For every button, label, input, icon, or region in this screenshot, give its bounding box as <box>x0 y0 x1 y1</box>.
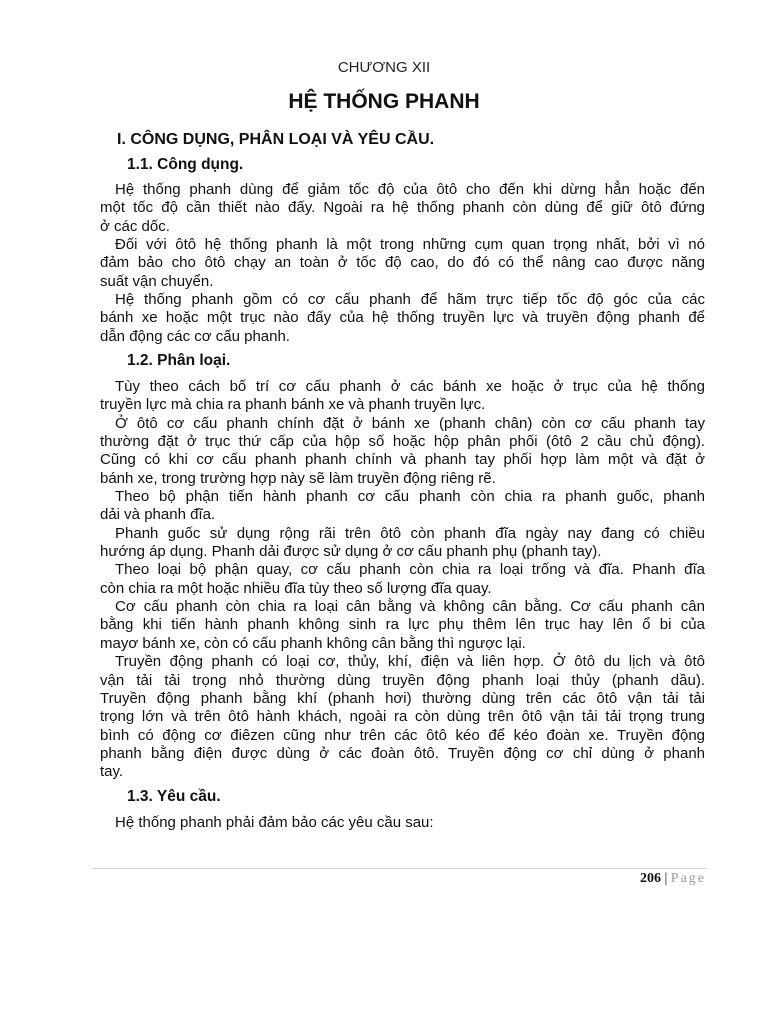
paragraph-line: Hệ thống phanh phải đảm bảo các yêu cầu sau: <box>115 814 434 831</box>
footer-divider <box>92 868 707 869</box>
chapter-label: CHƯƠNG XII <box>337 59 431 76</box>
paragraph-line: bánh xe hoặc một trục nào đấy của hệ thống truyền lực và truyền động phanh để <box>100 309 705 327</box>
paragraph-line: Theo loại bộ phận quay, cơ cấu phanh còn chia ra loại trống và đĩa. Phanh đĩa <box>115 561 705 579</box>
paragraph-line: bánh xe, trong trường hợp này sẽ làm truyền động riêng rẽ. <box>100 469 496 487</box>
paragraph-line: tay. <box>100 763 124 781</box>
paragraph-line: Phanh guốc sử dụng rộng rãi trên ôtô còn phanh đĩa ngày nay đang có chiều <box>115 524 705 542</box>
page-number: 206 <box>639 871 661 886</box>
paragraph-line: truyền lực mà chia ra phanh bánh xe và phanh truyền lực. <box>100 396 486 414</box>
paragraph-line: dải và phanh đĩa. <box>100 506 216 524</box>
subsection-body <box>100 814 705 832</box>
paragraph-line: bằng khi tiến hành phanh không sinh ra lực phụ thêm lên trục hay lên ổ bi của <box>100 616 705 634</box>
paragraph-line: Hệ thống phanh gồm có cơ cấu phanh để hãm trực tiếp tốc độ góc của các <box>115 291 705 309</box>
page-title: HỆ THỐNG PHANH <box>288 90 480 113</box>
footer-separator: | <box>664 871 668 886</box>
subsection-body <box>100 181 705 346</box>
paragraph-line: Truyền động phanh bằng khí (phanh hơi) thường dùng trên các ôtô vận tải tải <box>100 689 705 707</box>
paragraph-line: Hệ thống phanh dùng để giảm tốc độ của ôtô cho đến khi dừng hẳn hoặc đến <box>115 181 705 198</box>
section-heading: I. CÔNG DỤNG, PHÂN LOẠI VÀ YÊU CẦU. <box>117 131 435 148</box>
paragraph-line: ở các dốc. <box>100 217 170 235</box>
paragraph-line: Tùy theo cách bố trí cơ cấu phanh ở các bánh xe hoặc ở trục của hệ thống <box>115 378 705 395</box>
paragraph-line: Cơ cấu phanh còn chia ra loại cân bằng và không cân bằng. Cơ cấu phanh cân <box>115 598 705 616</box>
paragraph-line: suất vận chuyển. <box>100 272 214 290</box>
subsection-heading: 1.1. Công dụng. <box>127 156 244 173</box>
paragraph-line: dẫn động các cơ cấu phanh. <box>100 327 290 345</box>
subsection-heading: 1.2. Phân loại. <box>127 352 231 369</box>
paragraph-line: Ở ôtô cơ cấu phanh chính đặt ở bánh xe (phanh chân) còn cơ cấu phanh tay <box>115 414 705 432</box>
page-label: Page <box>670 871 706 886</box>
paragraph-line: Cũng có khi cơ cấu phanh phanh chính và phanh tay phối hợp làm một và đặt ở <box>100 451 705 469</box>
paragraph-line: vận tải tải trọng nhỏ thường dùng truyền động phanh loại thủy (phanh dầu). <box>100 671 705 689</box>
paragraph-line: đảm bảo cho ôtô chạy an toàn ở tốc độ cao, do đó có thể nâng cao được năng <box>100 254 705 272</box>
paragraph-line: hướng áp dụng. Phanh dải được sử dụng ở cơ cấu phanh phụ (phanh tay). <box>100 543 602 561</box>
paragraph-line: thường đặt ở trục thứ cấp của hộp số hoặc hộp phân phối (ôtô 2 cầu chủ động). <box>100 433 705 451</box>
paragraph-line: Truyền động phanh có loại cơ, thủy, khí, điện và liên hợp. Ở ôtô du lịch và ôtô <box>115 653 705 671</box>
paragraph-line: trọng lớn và trên ôtô hành khách, ngoài ra còn dùng trên ôtô vận tải tải trọng trung <box>100 708 705 726</box>
subsection-heading: 1.3. Yêu cầu. <box>127 788 221 805</box>
paragraph-line: bình có động cơ điêzen cũng như trên các ôtô kéo để kéo đoàn xe. Truyền động <box>100 726 705 744</box>
page-footer <box>560 871 706 887</box>
subsection-body <box>100 378 705 782</box>
paragraph-line: mayơ bánh xe, còn có cấu phanh không cân bằng thì ngược lại. <box>100 634 526 652</box>
paragraph-line: một tốc độ cần thiết nào đấy. Ngoài ra hệ thống phanh còn dùng để giữ ôtô đứng <box>100 199 705 217</box>
paragraph-line: Theo bộ phận tiến hành phanh cơ cấu phanh còn chia ra phanh guốc, phanh <box>115 488 705 506</box>
paragraph-line: Đối với ôtô hệ thống phanh là một trong những cụm quan trọng nhất, bởi vì nó <box>115 236 705 254</box>
paragraph-line: còn chia ra một hoặc nhiều đĩa tùy theo số lượng đĩa quay. <box>100 579 492 597</box>
paragraph-line: phanh bằng điện được dùng ở các đoàn ôtô. Truyền động cơ chỉ dùng ở phanh <box>100 744 705 762</box>
